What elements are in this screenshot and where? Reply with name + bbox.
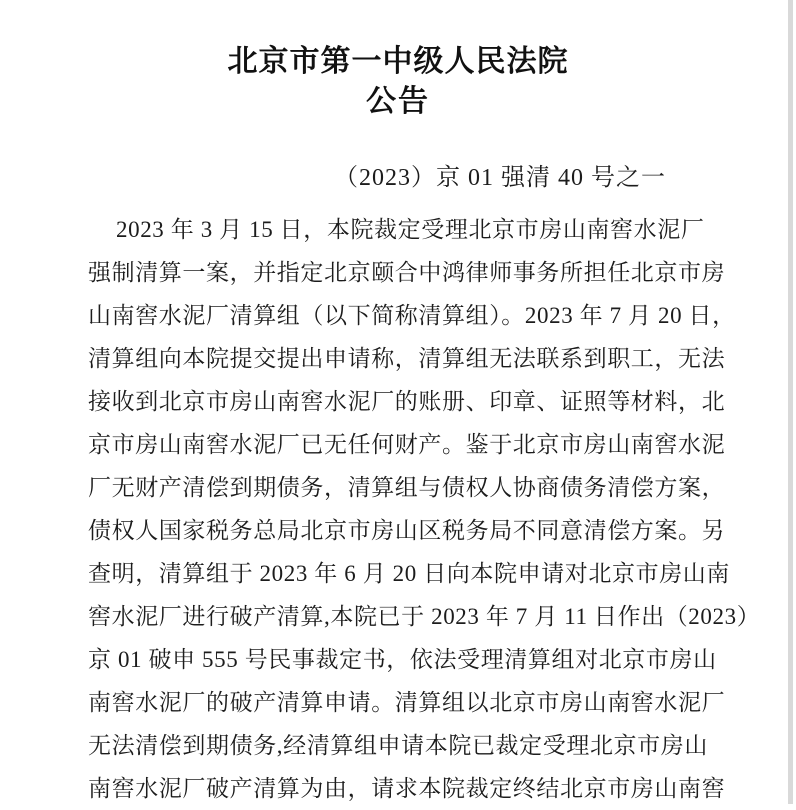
- body-line: 山南窖水泥厂清算组（以下简称清算组）。2023 年 7 月 20 日，: [88, 303, 736, 328]
- body-line: 南窖水泥厂破产清算为由，请求本院裁定终结北京市房山南窖: [88, 776, 726, 801]
- body-line: 京市房山南窖水泥厂已无任何财产。鉴于北京市房山南窖水泥: [88, 432, 726, 457]
- body-line: 南窖水泥厂的破产清算申请。清算组以北京市房山南窖水泥厂: [88, 690, 726, 715]
- body-line: 京 01 破申 555 号民事裁定书，依法受理清算组对北京市房山: [88, 647, 717, 672]
- body-line: 债权人国家税务总局北京市房山区税务局不同意清偿方案。另: [88, 518, 726, 543]
- body-line: 厂无财产清偿到期债务，清算组与债权人协商债务清偿方案，: [88, 475, 726, 500]
- body-line: 清算组向本院提交提出申请称，清算组无法联系到职工，无法: [88, 346, 726, 371]
- body-line: 查明，清算组于 2023 年 6 月 20 日向本院申请对北京市房山南: [88, 561, 730, 586]
- body-line: 强制清算一案，并指定北京颐合中鸿律师事务所担任北京市房: [88, 260, 726, 285]
- page-edge-shadow: [788, 0, 793, 804]
- body-line: 接收到北京市房山南窖水泥厂的账册、印章、证照等材料，北: [88, 389, 726, 414]
- announcement-body: [0, 208, 796, 810]
- body-line: 窖水泥厂进行破产清算,本院已于 2023 年 7 月 11 日作出（2023）: [88, 604, 761, 629]
- case-number: （2023）京 01 强清 40 号之一: [334, 165, 666, 191]
- body-line: 无法清偿到期债务,经清算组申请本院已裁定受理北京市房山: [88, 733, 708, 758]
- court-name-heading: 北京市第一中级人民法院: [227, 45, 569, 78]
- document-header: [0, 42, 796, 122]
- body-line: 2023 年 3 月 15 日，本院裁定受理北京市房山南窖水泥厂: [116, 217, 705, 242]
- announcement-title: 公告: [366, 85, 430, 118]
